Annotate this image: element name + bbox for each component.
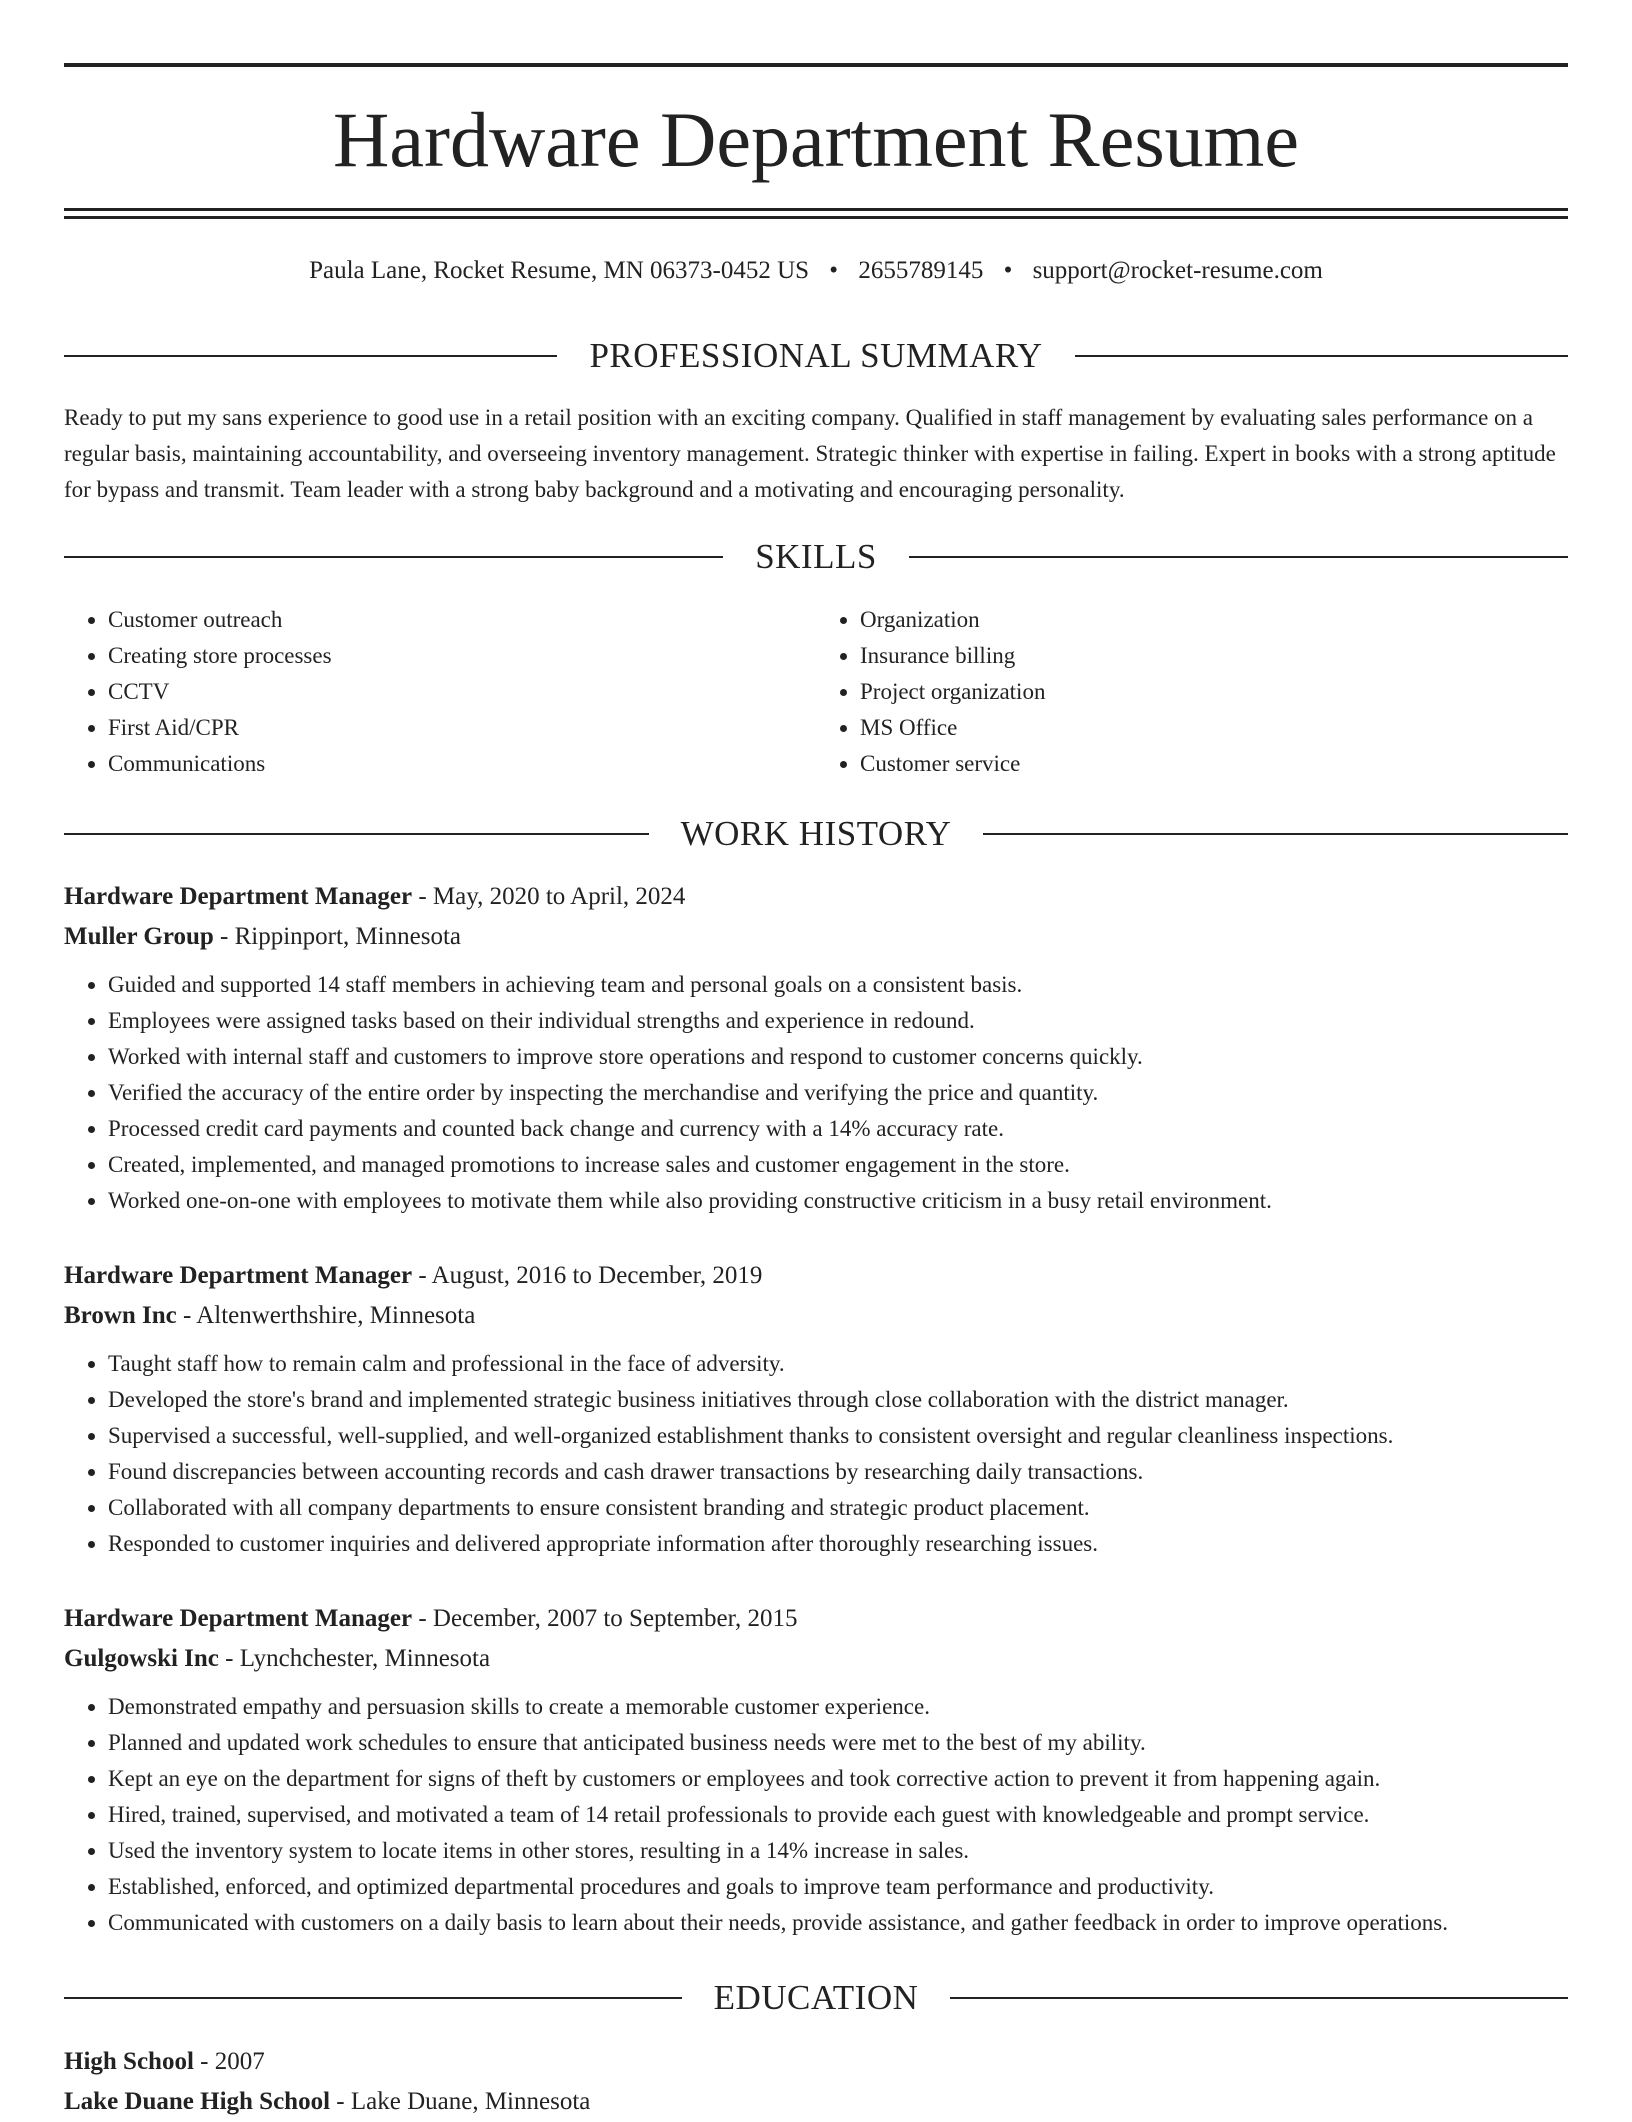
resume-title: Hardware Department Resume xyxy=(333,96,1299,183)
education-degree: High School xyxy=(64,2048,194,2075)
job-company: Brown Inc xyxy=(64,1302,177,1329)
job-bullet: • Responded to customer inquiries and delivered appropriate information after thoroughly researching issues. xyxy=(108,1526,1568,1562)
summary-text: Ready to put my sans experience to good use in a retail position with an exciting company. Qualified in staff management by evaluating sales performance on a regular basis, maintaining accountability, and overseeing inventory management. Strategic thinker with expertise in failing. Expert in books with a strong aptitude for bypass and transmit. Team leader with a strong baby background and a motivating and encouraging personality. xyxy=(64,405,1556,502)
job-title: Hardware Department Manager xyxy=(64,1605,413,1632)
heading-rule xyxy=(983,833,1568,835)
job-bullet: • Supervised a successful, well-supplied, and well-organized establishment thanks to consistent oversight and regular cleanliness inspections. xyxy=(108,1418,1568,1454)
job-bullet: • Worked one-on-one with employees to motivate them while also providing constructive criticism in a busy retail environment. xyxy=(108,1183,1568,1219)
contact-email: support@rocket-resume.com xyxy=(1032,257,1323,284)
education-school: Lake Duane High School xyxy=(64,2088,331,2115)
contact-separator: • xyxy=(829,257,839,284)
skill-item: • Creating store processes xyxy=(108,638,816,674)
job-bullet: • Established, enforced, and optimized departmental procedures and goals to improve team performance and productivity. xyxy=(108,1869,1568,1905)
skill-item: • Organization xyxy=(860,602,1568,638)
job-bullet: • Processed credit card payments and counted back change and currency with a 14% accuracy rate. xyxy=(108,1111,1568,1147)
skill-item: • Project organization xyxy=(860,674,1568,710)
job-bullet: • Hired, trained, supervised, and motivated a team of 14 retail professionals to provide each guest with knowledgeable and prompt service. xyxy=(108,1797,1568,1833)
job-title: Hardware Department Manager xyxy=(64,1262,413,1289)
education-heading-label: EDUCATION xyxy=(713,1978,919,2017)
education-heading xyxy=(64,1976,1568,2020)
summary-heading xyxy=(64,334,1568,378)
job-bullet: • Communicated with customers on a daily basis to learn about their needs, provide assistance, and gather feedback in order to improve operations. xyxy=(108,1905,1568,1941)
skill-item: • Insurance billing xyxy=(860,638,1568,674)
job-company: Muller Group xyxy=(64,923,214,950)
title-double-rule xyxy=(64,208,1568,219)
skill-item: • Customer service xyxy=(860,746,1568,782)
skill-item: • CCTV xyxy=(108,674,816,710)
job-dates: - August, 2016 to December, 2019 xyxy=(412,1262,763,1289)
job-bullet: • Verified the accuracy of the entire order by inspecting the merchandise and verifying the price and quantity. xyxy=(108,1075,1568,1111)
job-bullet: • Collaborated with all company departments to ensure consistent branding and strategic product placement. xyxy=(108,1490,1568,1526)
job-location: - Altenwerthshire, Minnesota xyxy=(176,1302,476,1329)
contact-line xyxy=(64,254,1568,288)
job-title-line xyxy=(64,877,1568,917)
education-year: - 2007 xyxy=(193,2048,265,2075)
heading-rule xyxy=(909,556,1568,558)
job-location: - Lynchchester, Minnesota xyxy=(218,1645,491,1672)
job-bullet: • Planned and updated work schedules to ensure that anticipated business needs were met to the best of my ability. xyxy=(108,1725,1568,1761)
education-entry xyxy=(64,2042,1568,2122)
job-bullet: • Employees were assigned tasks based on their individual strengths and experience in redound. xyxy=(108,1003,1568,1039)
job-bullets xyxy=(64,1346,1568,1562)
job-dates: - December, 2007 to September, 2015 xyxy=(412,1605,798,1632)
skills-list-left xyxy=(64,602,816,782)
contact-separator: • xyxy=(1003,257,1013,284)
skill-item: • Communications xyxy=(108,746,816,782)
heading-rule xyxy=(64,833,649,835)
heading-rule xyxy=(950,1997,1568,1999)
skill-item: • MS Office xyxy=(860,710,1568,746)
heading-rule xyxy=(64,355,557,357)
job-dates: - May, 2020 to April, 2024 xyxy=(412,883,686,910)
job-bullet: • Guided and supported 14 staff members in achieving team and personal goals on a consistent basis. xyxy=(108,967,1568,1003)
job-bullets xyxy=(64,967,1568,1219)
work-heading xyxy=(64,812,1568,856)
job-company: Gulgowski Inc xyxy=(64,1645,219,1672)
job-entry xyxy=(64,1599,1568,1941)
skills-list-right xyxy=(816,602,1568,782)
job-bullets xyxy=(64,1689,1568,1941)
heading-rule xyxy=(64,1997,682,1999)
skills-heading xyxy=(64,535,1568,579)
skill-item: • First Aid/CPR xyxy=(108,710,816,746)
job-bullet: • Used the inventory system to locate items in other stores, resulting in a 14% increase in sales. xyxy=(108,1833,1568,1869)
job-bullet: • Created, implemented, and managed promotions to increase sales and customer engagement in the store. xyxy=(108,1147,1568,1183)
job-company-line xyxy=(64,917,1568,957)
job-location: - Rippinport, Minnesota xyxy=(213,923,461,950)
job-bullet: • Developed the store's brand and implemented strategic business initiatives through close collaboration with the district manager. xyxy=(108,1382,1568,1418)
summary-heading-label: PROFESSIONAL SUMMARY xyxy=(589,336,1043,375)
heading-rule xyxy=(1075,355,1568,357)
skill-item: • Customer outreach xyxy=(108,602,816,638)
education-location: - Lake Duane, Minnesota xyxy=(330,2088,591,2115)
job-entry xyxy=(64,1256,1568,1562)
job-title-line xyxy=(64,1256,1568,1296)
job-company-line xyxy=(64,1639,1568,1679)
work-heading-label: WORK HISTORY xyxy=(680,814,952,853)
job-title-line xyxy=(64,1599,1568,1639)
job-company-line xyxy=(64,1296,1568,1336)
education-degree-line xyxy=(64,2042,1568,2082)
contact-phone: 2655789145 xyxy=(858,257,984,284)
heading-rule xyxy=(64,556,723,558)
skills-columns xyxy=(64,602,1568,782)
skills-heading-label: SKILLS xyxy=(755,537,877,576)
top-rule xyxy=(64,63,1568,67)
job-bullet: • Worked with internal staff and customers to improve store operations and respond to customer concerns quickly. xyxy=(108,1039,1568,1075)
job-bullet: • Kept an eye on the department for signs of theft by customers or employees and took corrective action to prevent it from happening again. xyxy=(108,1761,1568,1797)
job-bullet: • Found discrepancies between accounting records and cash drawer transactions by researching daily transactions. xyxy=(108,1454,1568,1490)
education-school-line xyxy=(64,2082,1568,2122)
job-entry xyxy=(64,877,1568,1219)
job-bullet: • Taught staff how to remain calm and professional in the face of adversity. xyxy=(108,1346,1568,1382)
job-title: Hardware Department Manager xyxy=(64,883,413,910)
job-bullet: • Demonstrated empathy and persuasion skills to create a memorable customer experience. xyxy=(108,1689,1568,1725)
contact-address: Paula Lane, Rocket Resume, MN 06373-0452 US xyxy=(309,257,810,284)
